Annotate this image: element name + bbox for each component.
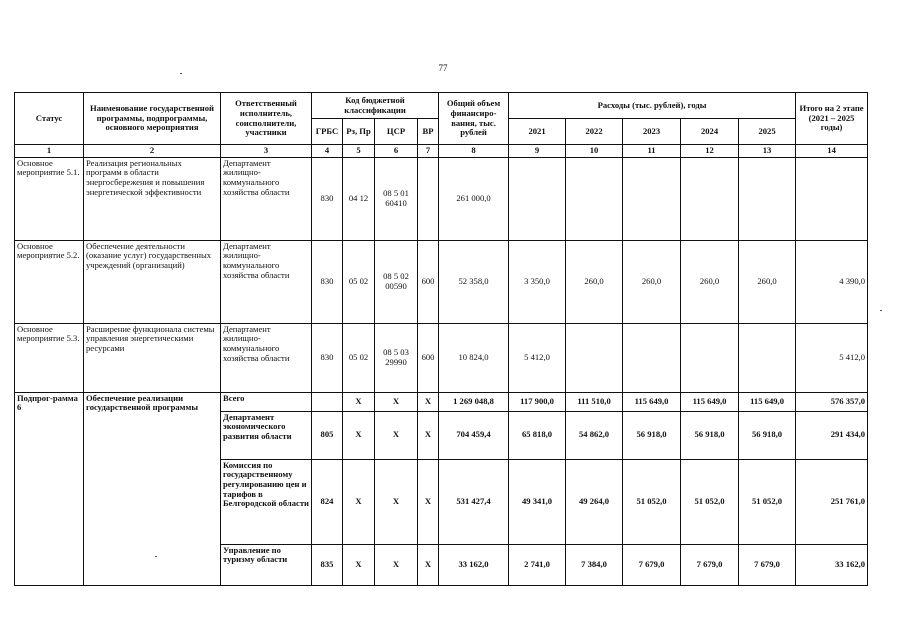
year-2023-cell: 51 052,0 [623, 459, 681, 544]
total-cell: 531 427,4 [439, 459, 509, 544]
header-year-2025: 2025 [739, 119, 796, 145]
executor-cell: Департамент жилищно-коммунального хозяйства области [221, 323, 312, 392]
header-expenses: Расходы (тыс. рублей), годы [509, 93, 796, 119]
page-number: 77 [438, 63, 448, 73]
table-row-measure-5-2 [15, 240, 868, 323]
year-2024-cell: 7 679,0 [681, 544, 739, 585]
column-number: 14 [796, 145, 868, 158]
year-2025-cell: 115 649,0 [739, 392, 796, 411]
status-cell: Основное мероприятие 5.1. [15, 157, 84, 240]
subprogram-status-cell: Подпрог-рамма 6 [15, 392, 84, 585]
header-vr: ВР [418, 119, 439, 145]
scan-speck [180, 73, 182, 74]
year-2022-cell [566, 323, 623, 392]
header-total-volume: Общий объем финансиро-вания, тыс. рублей [439, 93, 509, 145]
grbs-cell: 830 [312, 157, 343, 240]
column-number: 6 [375, 145, 418, 158]
itogo-cell: 4 390,0 [796, 240, 868, 323]
column-number: 4 [312, 145, 343, 158]
header-grbs: ГРБС [312, 119, 343, 145]
year-2024-cell: 56 918,0 [681, 411, 739, 459]
column-number: 13 [739, 145, 796, 158]
csr-cell: Х [375, 459, 418, 544]
header-budget-code: Код бюджетной классификации [312, 93, 439, 119]
column-number: 11 [623, 145, 681, 158]
grbs-cell: 835 [312, 544, 343, 585]
year-2021-cell: 49 341,0 [509, 459, 566, 544]
year-2024-cell: 51 052,0 [681, 459, 739, 544]
year-2021-cell: 65 818,0 [509, 411, 566, 459]
year-2023-cell: 260,0 [623, 240, 681, 323]
year-2023-cell: 56 918,0 [623, 411, 681, 459]
year-2022-cell: 260,0 [566, 240, 623, 323]
header-csr: ЦСР [375, 119, 418, 145]
year-2021-cell [509, 157, 566, 240]
year-2025-cell: 51 052,0 [739, 459, 796, 544]
total-cell: 1 269 048,8 [439, 392, 509, 411]
csr-cell: 08 5 03 29990 [375, 323, 418, 392]
grbs-cell [312, 392, 343, 411]
total-cell: 33 162,0 [439, 544, 509, 585]
year-2024-cell: 115 649,0 [681, 392, 739, 411]
year-2021-cell: 5 412,0 [509, 323, 566, 392]
year-2022-cell: 54 862,0 [566, 411, 623, 459]
year-2024-cell [681, 323, 739, 392]
header-name: Наименование государственной программы, подпрограммы, основного мероприятия [84, 93, 221, 145]
header-executor: Ответственный исполнитель, соисполнители, участники [221, 93, 312, 145]
name-cell: Обеспечение деятельности (оказание услуг) государственных учреждений (организаций) [84, 240, 221, 323]
column-number-row [15, 145, 868, 158]
rzpr-cell: 04 12 [343, 157, 375, 240]
itogo-cell: 576 357,0 [796, 392, 868, 411]
executor-cell: Департамент экономического развития области [221, 411, 312, 459]
year-2021-cell: 117 900,0 [509, 392, 566, 411]
column-number: 9 [509, 145, 566, 158]
csr-cell: Х [375, 544, 418, 585]
year-2021-cell: 2 741,0 [509, 544, 566, 585]
year-2024-cell: 260,0 [681, 240, 739, 323]
column-number: 12 [681, 145, 739, 158]
header-status: Статус [15, 93, 84, 145]
executor-cell: Управление по туризму области [221, 544, 312, 585]
column-number: 5 [343, 145, 375, 158]
executor-cell: Всего [221, 392, 312, 411]
column-number: 8 [439, 145, 509, 158]
name-cell: Реализация региональных программ в области энергосбережения и повышения энергетической эффективности [84, 157, 221, 240]
grbs-cell: 830 [312, 240, 343, 323]
rzpr-cell: Х [343, 392, 375, 411]
header-year-2021: 2021 [509, 119, 566, 145]
header-row [15, 93, 868, 119]
vr-cell: Х [418, 392, 439, 411]
year-2022-cell [566, 157, 623, 240]
vr-cell: Х [418, 411, 439, 459]
itogo-cell: 5 412,0 [796, 323, 868, 392]
header-itogo: Итого на 2 этапе (2021 – 2025 годы) [796, 93, 868, 145]
total-cell: 10 824,0 [439, 323, 509, 392]
year-2025-cell [739, 323, 796, 392]
year-2022-cell: 7 384,0 [566, 544, 623, 585]
csr-cell: Х [375, 392, 418, 411]
executor-cell: Комиссия по государственному регулированию цен и тарифов в Белгородской области [221, 459, 312, 544]
executor-cell: Департамент жилищно-коммунального хозяйства области [221, 157, 312, 240]
executor-cell: Департамент жилищно-коммунального хозяйства области [221, 240, 312, 323]
year-2025-cell [739, 157, 796, 240]
rzpr-cell: Х [343, 544, 375, 585]
itogo-cell [796, 157, 868, 240]
table-row-measure-5-1 [15, 157, 868, 240]
vr-cell: 600 [418, 323, 439, 392]
rzpr-cell: Х [343, 411, 375, 459]
scan-speck [880, 310, 882, 311]
total-cell: 704 459,4 [439, 411, 509, 459]
rzpr-cell: Х [343, 459, 375, 544]
subprogram-name-cell: Обеспечение реализации государственной программы [84, 392, 221, 585]
header-year-2022: 2022 [566, 119, 623, 145]
year-2021-cell: 3 350,0 [509, 240, 566, 323]
year-2023-cell [623, 157, 681, 240]
csr-cell: 08 5 02 00590 [375, 240, 418, 323]
year-2025-cell: 56 918,0 [739, 411, 796, 459]
itogo-cell: 33 162,0 [796, 544, 868, 585]
table-row-measure-5-3 [15, 323, 868, 392]
vr-cell: Х [418, 544, 439, 585]
csr-cell: Х [375, 411, 418, 459]
vr-cell: 600 [418, 240, 439, 323]
itogo-cell: 251 761,0 [796, 459, 868, 544]
year-2022-cell: 49 264,0 [566, 459, 623, 544]
header-year-2024: 2024 [681, 119, 739, 145]
column-number: 10 [566, 145, 623, 158]
column-number: 3 [221, 145, 312, 158]
grbs-cell: 805 [312, 411, 343, 459]
year-2023-cell [623, 323, 681, 392]
grbs-cell: 830 [312, 323, 343, 392]
rzpr-cell: 05 02 [343, 323, 375, 392]
total-cell: 261 000,0 [439, 157, 509, 240]
rzpr-cell: 05 02 [343, 240, 375, 323]
header-rzpr: Рз, Пр [343, 119, 375, 145]
status-cell: Основное мероприятие 5.3. [15, 323, 84, 392]
column-number: 7 [418, 145, 439, 158]
itogo-cell: 291 434,0 [796, 411, 868, 459]
year-2025-cell: 260,0 [739, 240, 796, 323]
scan-speck [155, 556, 157, 557]
vr-cell [418, 157, 439, 240]
total-cell: 52 358,0 [439, 240, 509, 323]
vr-cell: Х [418, 459, 439, 544]
grbs-cell: 824 [312, 459, 343, 544]
year-2022-cell: 111 510,0 [566, 392, 623, 411]
year-2023-cell: 115 649,0 [623, 392, 681, 411]
table-row-subprogram-6-total [15, 392, 868, 411]
year-2025-cell: 7 679,0 [739, 544, 796, 585]
column-number: 1 [15, 145, 84, 158]
csr-cell: 08 5 01 60410 [375, 157, 418, 240]
year-2023-cell: 7 679,0 [623, 544, 681, 585]
year-2024-cell [681, 157, 739, 240]
budget-table [14, 92, 868, 586]
column-number: 2 [84, 145, 221, 158]
header-year-2023: 2023 [623, 119, 681, 145]
name-cell: Расширение функционала системы управления энергетическими ресурсами [84, 323, 221, 392]
status-cell: Основное мероприятие 5.2. [15, 240, 84, 323]
